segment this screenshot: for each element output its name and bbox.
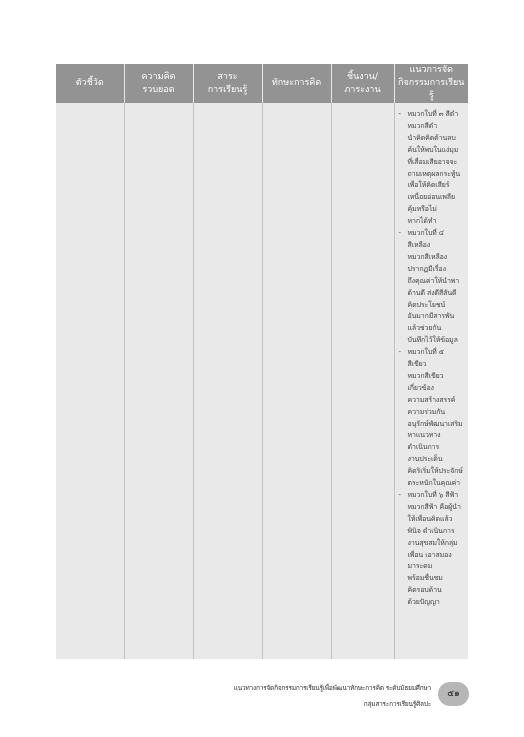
header-activity: แนวการจัด กิจกรรมการเรียนรู้ [394, 64, 468, 103]
table-row [56, 103, 468, 659]
header-task: ชิ้นงาน/ ภาระงาน [331, 64, 394, 103]
table-header-row [56, 64, 468, 103]
list-item-yellow-hat: - หมวกใบที่ ๔ สีเหลือง หมวกสีเหลือง ปรากฏมีเรื่อง ถึงคุณค่าให้นำพา ด้านดี ส่งดีสีสันดี คิดประโยชน์ อันมากมีสารพัน แล้วช่วยกัน บันทึกไว้ให้ข้อมูล [398, 229, 460, 345]
header-thinking-skill: ทักษะการคิด [262, 64, 331, 103]
cell-activity [394, 103, 468, 659]
list-item-green-hat: - หมวกใบที่ ๕ สีเขียว หมวกสีเขียว เกี่ยวข้อง ความสร้างสรรค์ ความร่วมกัน อนุรักษ์พัฒนาเสริม หาแนวทาง ดำเนินการ งานประเด็น คิดริเริ่มให้ประจักษ์ ตระหนักในคุณค่า [398, 348, 463, 488]
cell-indicator [56, 103, 124, 659]
list-item-blue-hat: - หมวกใบที่ ๖ สีฟ้า หมวกสีฟ้า คือผู้นำ ให้เพื่อนคิดแล้ว พินิจ ดำเนินการ งานสุขสมให้กลุ่ม เพื่อน เอาสมอง มาระดม พร้อมชื่นชม คิดรอบด้าน ด้วยปัญญา [398, 491, 461, 607]
footer-subject: กลุ่มสาระการเรียนรู้ศิลปะ [363, 700, 431, 708]
cell-task [331, 103, 394, 659]
footer-book-title: แนวทางการจัดกิจกรรมการเรียนรู้เพื่อพัฒนาทักษะการคิด ระดับมัธยมศึกษา [233, 684, 431, 692]
header-content: สาระ การเรียนรู้ [193, 64, 262, 103]
activity-list [395, 109, 469, 609]
header-concept: ความคิด รวบยอด [124, 64, 193, 103]
list-item-black-hat: - หมวกใบที่ ๓ สีดำ หมวกสีดำ นำคิดคิดด้านลบ ค้นให้พบในแง่มุม ที่เสื่อมเสียอาจจะ ถามเหตุผลกระทู้น เพื่อให้คิดเสียร์ เหนื่อยอ่อนเพลีย คุ้มหรือไม่ หากได้ทำ [398, 110, 461, 226]
cell-concept [124, 103, 193, 659]
header-indicator: ตัวชี้วัด [56, 64, 124, 103]
curriculum-table [56, 64, 468, 659]
cell-content [193, 103, 262, 659]
page-number-badge: ๕๑ [438, 682, 469, 706]
cell-thinking-skill [262, 103, 331, 659]
